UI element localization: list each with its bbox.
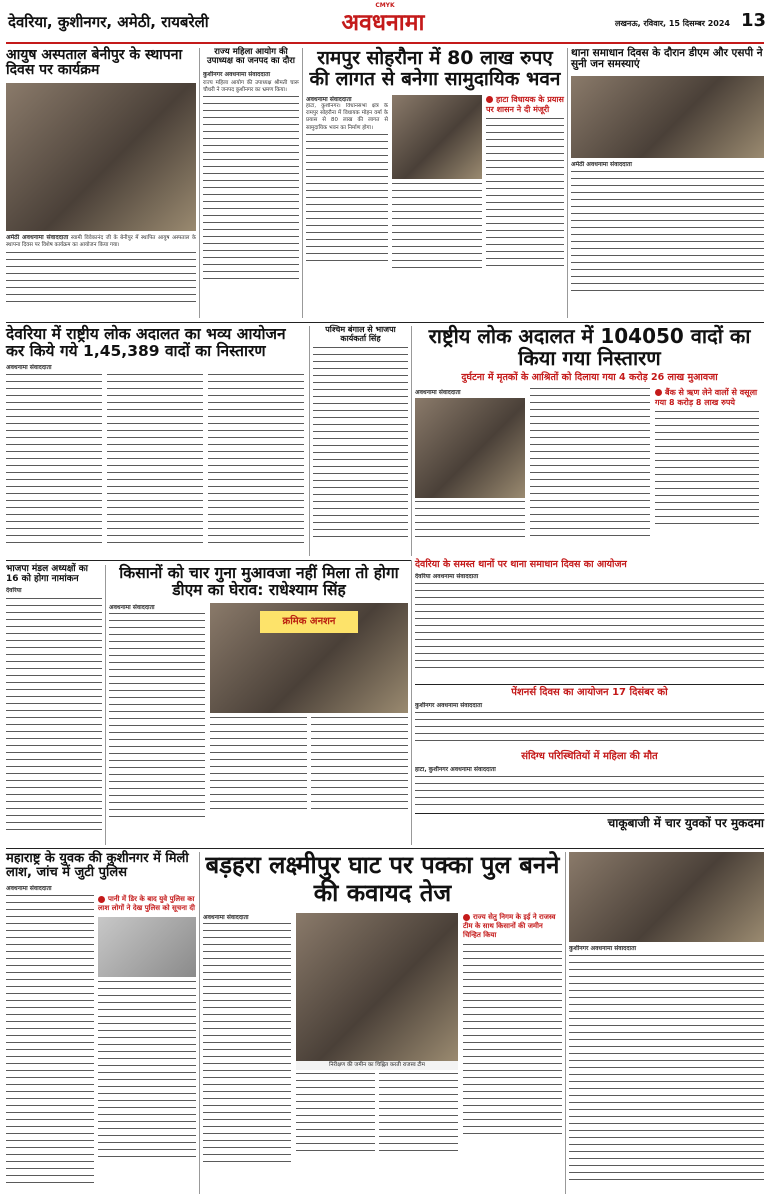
badhara-col2 (296, 1073, 375, 1153)
deoria-lok-col1 (6, 374, 102, 544)
kisan-col3 (311, 717, 408, 812)
deoria-lok-byline: अवधनामा संवाददाता (6, 364, 52, 372)
national-lok-col1 (415, 501, 525, 539)
national-lok-story (415, 326, 764, 556)
divider (411, 326, 412, 556)
bangal-body (313, 347, 408, 542)
bhajpa-headline: भाजपा मंडल अध्यक्षों का 16 को होगा नामांकन (6, 564, 88, 584)
page-number: 13 (740, 10, 766, 31)
rampur-story (306, 48, 564, 318)
mahila-story (203, 48, 299, 318)
nyaya-headline: देवरिया के समस्त थानों पर थाना समाधान दिवस का आयोजन (415, 559, 627, 570)
pension-story (415, 688, 764, 748)
divider (302, 48, 303, 318)
bangal-story (313, 326, 408, 556)
national-lok-col2 (530, 388, 650, 538)
rampur-body (306, 103, 388, 271)
pension-headline: पेंशनर्स दिवस का आयोजन 17 दिसंबर को (511, 687, 668, 698)
badhara-sidebar: राज्य सेतु निगम के इई ने राजस्व टीम के साथ किसानों की जमीन चिन्हित किया (463, 913, 556, 940)
region-title: देवरिया, कुशीनगर, अमेठी, रायबरेली (8, 13, 209, 31)
bhajpa-body (6, 587, 102, 832)
thana-story (571, 48, 764, 318)
sandigdh-story (415, 752, 764, 810)
deoria-lok-col3 (208, 374, 304, 544)
chakubaji-text (569, 945, 764, 1185)
maharashtra-photo (98, 917, 196, 977)
maharashtra-sidebar: पानी में डिर के बाद युवे पुलिस का लाश लोगों ने देख पुलिस को सूचना दी (98, 895, 195, 913)
maharashtra-story (6, 852, 196, 1194)
maharashtra-byline: अवधनामा संवाददाता (6, 885, 52, 893)
chakubaji-body (569, 852, 764, 1194)
kisan-headline: किसानों को चार गुना मुआवजा नहीं मिला तो होगा डीएम का घेराव: राधेश्याम सिंह (119, 564, 399, 599)
chakubaji-story (415, 817, 764, 845)
ayush-story (6, 48, 196, 318)
masthead-logo (323, 6, 443, 40)
row-rule (6, 560, 411, 561)
rampur-photo (392, 95, 482, 179)
maharashtra-col2 (98, 981, 196, 1161)
location-pin-icon (463, 914, 470, 921)
sandigdh-body (415, 766, 764, 806)
kisan-story (109, 565, 409, 845)
rampur-headline: रामपुर सोहरौना में 80 लाख रुपए की लागत से बनेगा सामुदायिक भवन (309, 47, 561, 90)
national-lok-byline: अवधनामा संवाददाता (415, 389, 461, 397)
bhajpa-story (6, 565, 102, 845)
deoria-lok-col2 (107, 374, 203, 544)
divider (199, 48, 200, 318)
divider (411, 560, 412, 845)
national-lok-photo (415, 398, 525, 498)
mahila-byline: कुशीनगर अवधनामा संवाददाता (203, 71, 271, 79)
kisan-photo (210, 603, 408, 713)
dateline: लखनऊ, रविवार, 15 दिसम्बर 2024 (614, 19, 730, 28)
mahila-body (203, 71, 299, 296)
ayush-photo (6, 83, 196, 231)
row-rule (415, 813, 764, 814)
nyaya-body (415, 573, 764, 673)
bangal-headline: पश्चिम बंगाल से भाजपा कार्यकर्ता सिंह (325, 325, 396, 343)
kisan-banner: क्रमिक अनशन (260, 611, 358, 633)
badhara-caption: निरीक्षण की जमीन का चिह्नित करती राजस्व टीम (296, 1061, 458, 1070)
logo-text: अवधनामा (341, 9, 425, 36)
badhara-photo (296, 913, 458, 1061)
badhara-headline: बड़हरा लक्ष्मीपुर घाट पर पक्का पुल बनने की कवायद तेज (205, 851, 560, 907)
deoria-lok-story (6, 326, 306, 556)
divider (199, 852, 200, 1194)
bhajpa-byline: देवरिया (6, 587, 22, 595)
deoria-lok-headline: देवरिया में राष्ट्रीय लोक अदालत का भव्य आयोजन कर किये गये 1,45,389 वादों का निस्तारण (6, 325, 286, 360)
ayush-headline: आयुष अस्पताल बेनीपुर के स्थापना दिवस पर कार्यक्रम (6, 47, 183, 79)
badhara-story (203, 852, 562, 1194)
row-rule (415, 684, 764, 685)
row-rule (6, 848, 764, 849)
ayush-body (6, 234, 196, 309)
mahila-text: राज्य महिला आयोग की उपाध्यक्ष श्रीमती चारू चौधरी ने जनपद कुशीनगर का भ्रमण किया। (203, 79, 299, 93)
divider (309, 326, 310, 556)
divider (105, 565, 106, 845)
pension-body (415, 702, 764, 744)
national-lok-sidebar: बैंक से ऋण लेने वालों से वसूला गया 8 करोड़ 8 लाख रुपये (655, 388, 758, 408)
thana-headline: थाना समाधान दिवस के दौरान डीएम और एसपी ने सुनी जन समस्याएं (571, 47, 763, 71)
divider (567, 48, 568, 318)
sandigdh-byline: हाटा, कुशीनगर अवधनामा संवाददाता (415, 765, 496, 773)
nyaya-story (415, 560, 764, 680)
thana-byline: अमेठी अवधनामा संवाददाता (571, 160, 632, 168)
chakubaji-headline: चाकूबाजी में चार युवकों पर मुकदमा (607, 816, 764, 830)
location-pin-icon (98, 896, 105, 903)
ayush-text: स्वामी विवेकानंद जी के बेनीपुर में स्थापित आयुष अस्पताल के स्थापना दिवस पर विशेष कार्यक्रम का आयोजन किया गया। (6, 235, 196, 249)
cmyk-mark: CMYK (375, 2, 395, 9)
nyaya-byline: देवरिया अवधनामा संवाददाता (415, 573, 479, 581)
location-pin-icon (486, 96, 493, 103)
thana-body (571, 161, 764, 301)
badhara-col4 (463, 944, 562, 1134)
national-lok-col3 (655, 411, 759, 529)
rampur-byline: अवधनामा संवाददाता (306, 96, 352, 104)
ayush-byline: अमेठी अवधनामा संवाददाता (6, 234, 69, 242)
badhara-col1 (203, 923, 291, 1163)
location-pin-icon (655, 389, 662, 396)
kisan-col1 (109, 613, 205, 818)
kisan-col2 (210, 717, 307, 812)
national-lok-subhead: दुर्घटना में मृतकों के आश्रितों को दिलाया गया 4 करोड़ 26 लाख मुआवजा (461, 372, 718, 384)
sandigdh-headline: संदिग्ध परिस्थितियों में महिला की मौत (521, 751, 658, 762)
kisan-byline: अवधनामा संवाददाता (109, 604, 155, 612)
national-lok-headline: राष्ट्रीय लोक अदालत में 104050 वादों का किया गया निस्तारण (428, 324, 751, 370)
divider (565, 852, 566, 1194)
mahila-headline: राज्य महिला आयोग की उपाध्यक्ष का जनपद का दौरा (207, 47, 295, 67)
rampur-col2 (392, 183, 482, 273)
rampur-sidebar-title: हाटा विधायक के प्रयास पर शासन ने दी मंजूरी (486, 95, 564, 115)
badhara-byline: अवधनामा संवाददाता (203, 914, 249, 922)
maharashtra-col1 (6, 895, 94, 1185)
rampur-text: हाटा, कुशीनगर। विधानसभा क्षेत्र के रामपुर सोहरौना में विधायक मोहन वर्मा के प्रयास से 80 लाख की लागत से सामुदायिक भवन का निर्माण होगा। (306, 103, 388, 131)
badhara-col3 (379, 1073, 458, 1153)
chakubaji-photo (569, 852, 764, 942)
thana-photo (571, 76, 764, 158)
maharashtra-headline: महाराष्ट्र के युवक की कुशीनगर में मिली लाश, जांच में जुटी पुलिस (6, 851, 189, 881)
header-rule (6, 42, 764, 44)
row-rule (6, 322, 764, 323)
chakubaji-byline: कुशीनगर अवधनामा संवाददाता (569, 945, 637, 952)
rampur-col3 (486, 118, 564, 268)
pension-byline: कुशीनगर अवधनामा संवाददाता (415, 701, 483, 709)
